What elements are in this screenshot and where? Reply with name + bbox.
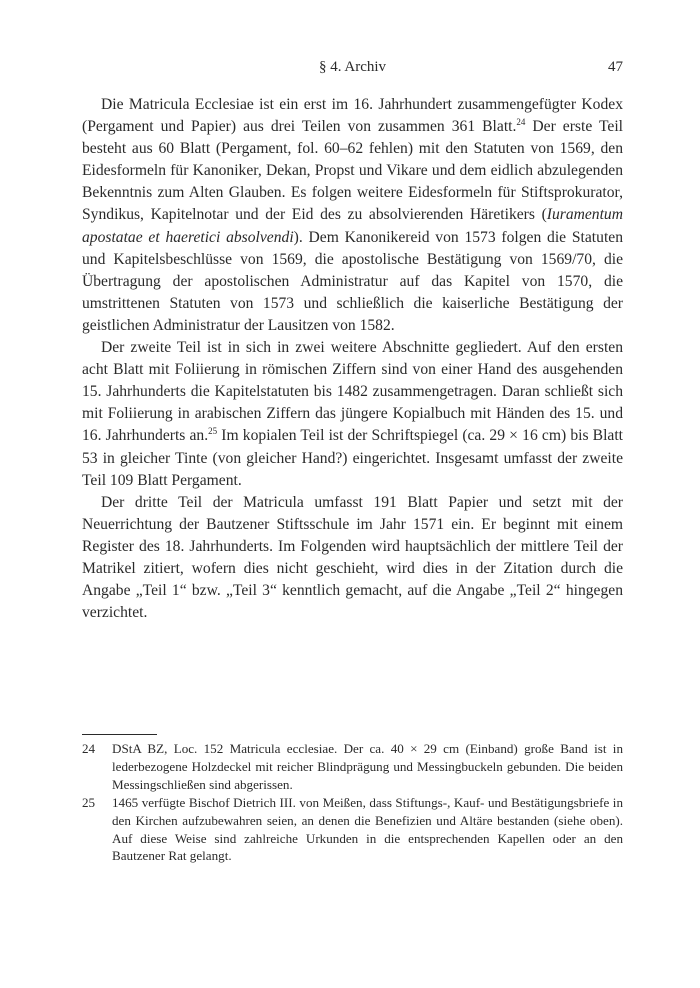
footnote-separator <box>82 734 157 735</box>
page-number: 47 <box>608 59 623 75</box>
footnote-ref-24: 24 <box>516 117 526 128</box>
paragraph-1-part-a: Die Matricula Ecclesiae ist ein erst im 16. Jahrhundert zusammengefügter Kodex (Pergament und Papier) aus drei Teilen von zusammen 361 Blatt. <box>82 96 623 136</box>
footnote-number: 25 <box>82 794 96 810</box>
footnotes <box>82 740 623 865</box>
running-head <box>82 59 623 83</box>
footnote-number: 24 <box>82 741 96 756</box>
paragraph-2-part-b: Im kopialen Teil ist der Schriftspiegel (ca. 29 × 16 cm) bis Blatt 53 in gleicher Tinte (von gleicher Hand?) eingerichtet. Insgesamt umfasst der zweite Teil 109 Blatt Pergament. <box>82 427 624 489</box>
paragraph-2 <box>82 337 623 492</box>
paragraph-3: Der dritte Teil der Matricula umfasst 191 Blatt Papier und setzt mit der Neuerrichtung der Bautzener Stiftsschule im Jahr 1571 ein. Er beginnt mit einem Register des 18. Jahrhunderts. Im Folgenden wird hauptsächlich der mittlere Teil der Matrikel zitiert, wofern dies nicht geschieht, wird dies in der Zitation durch die Angabe „Teil 1“ bzw. „Teil 3“ kenntlich gemacht, auf die Angabe „Teil 2“ hingegen verzichtet. <box>82 493 623 622</box>
footnote-25 <box>82 794 623 866</box>
paragraph-1-italic-title: Iuramentum apostatae et haeretici absolvendi <box>82 206 623 246</box>
paragraph-1-part-c: ). Dem Kanonikereid von 1573 folgen die Statuten und Kapitelsbeschlüsse von 1569, die apostolische Bestätigung von 1569/70, die Übertragung der apostolischen Administratur auf das Kapitel von 1570, die umstrittenen Statuten von 1573 und schließlich die kaiserliche Bestätigung der geistlichen Administratur der Lausitzen von 1582. <box>82 228 623 334</box>
paragraph-2-part-a: Der zweite Teil ist in sich in zwei weitere Abschnitte gegliedert. Auf den ersten acht Blatt mit Foliierung in römischen Ziffern sind von einer Hand des ausgehenden 15. Jahrhunderts die Kapitelstatuten bis 1482 zusammengetragen. Daran schließt sich mit Foliierung in arabischen Ziffern das jüngere Kopialbuch mit Händen des 15. und 16. Jahrhunderts an. <box>82 339 623 445</box>
footnote-text: DStA BZ, Loc. 152 Matricula ecclesiae. Der ca. 40 × 29 cm (Einband) große Band ist in lederbezogene Holzdeckel mit reicher Blindprägung und Messingbuckeln gebunden. Die beiden Messingschließen sind abgerissen. <box>112 741 623 792</box>
running-title: § 4. Archiv <box>318 59 387 75</box>
footnote-text: 1465 verfügte Bischof Dietrich III. von Meißen, dass Stiftungs-, Kauf- und Bestätigungsbriefe in den Kirchen aufzubewahren seien, an denen die Benefizien und Altäre bestanden (siehe oben). Auf diese Weise sind zahlreiche Urkunden in die entsprechenden Kapellen oder an den Bautzener Rat gelangt. <box>112 794 623 864</box>
main-text <box>82 94 623 624</box>
paragraph-1-part-b: Der erste Teil besteht aus 60 Blatt (Pergament, fol. 60–62 fehlen) mit den Statuten von 1569, den Eidesformeln für Kanoniker, Dekan, Propst und Vikare und dem eidlich abzulegenden Bekenntnis zum Alten Glauben. Es folgen weitere Eidesformeln für Stiftsprokurator, Syndikus, Kapitelnotar und der Eid des zu absolvierenden Häretikers ( <box>82 118 624 224</box>
paragraph-1 <box>82 94 623 337</box>
footnote-24 <box>82 740 623 794</box>
footnote-ref-25: 25 <box>208 426 218 437</box>
